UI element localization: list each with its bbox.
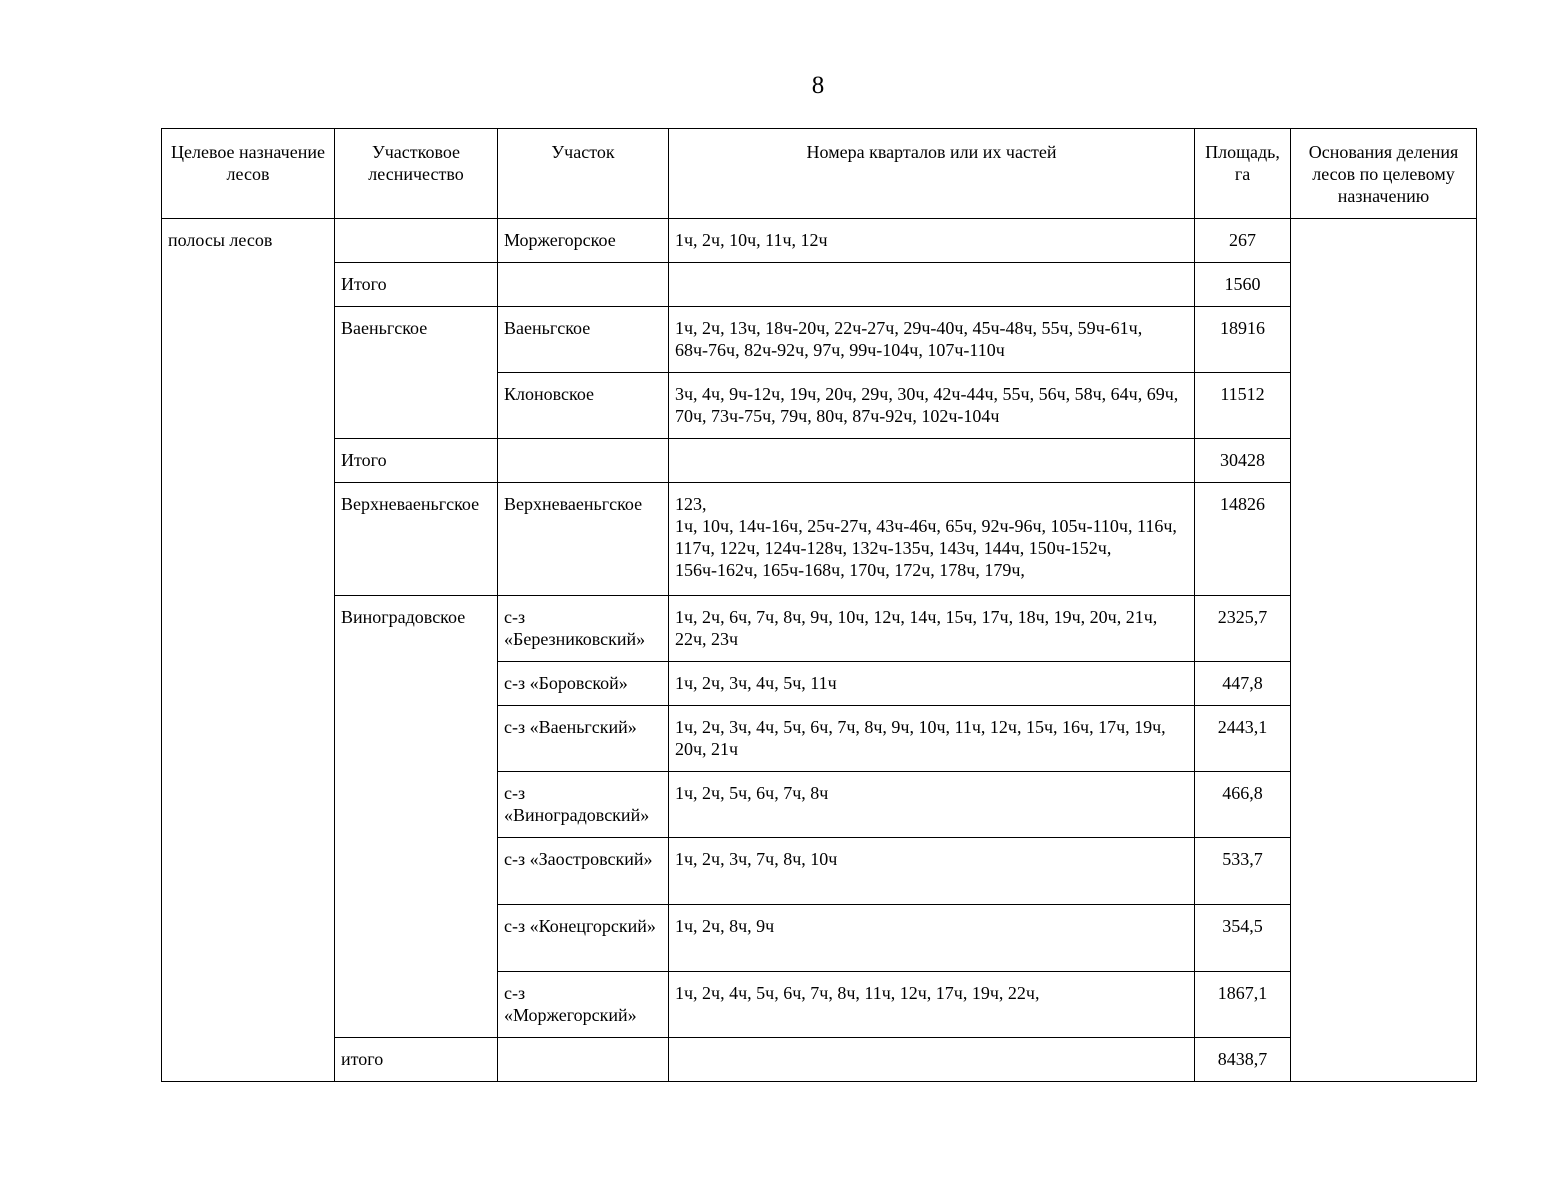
area-cell: 2325,7	[1195, 596, 1291, 662]
plot-cell: Моржегорское	[498, 219, 669, 263]
forestry-cell: Виноградовское	[335, 596, 498, 1038]
area-cell: 1867,1	[1195, 972, 1291, 1038]
forestry-cell: Итого	[335, 263, 498, 307]
plot-cell: с-з «Березниковский»	[498, 596, 669, 662]
area-cell: 466,8	[1195, 772, 1291, 838]
quarters-cell: 1ч, 2ч, 3ч, 4ч, 5ч, 6ч, 7ч, 8ч, 9ч, 10ч, 11ч, 12ч, 15ч, 16ч, 17ч, 19ч, 20ч, 21ч	[669, 706, 1195, 772]
header-plot: Участок	[498, 129, 669, 219]
quarters-cell: 1ч, 2ч, 13ч, 18ч-20ч, 22ч-27ч, 29ч-40ч, 45ч-48ч, 55ч, 59ч-61ч, 68ч-76ч, 82ч-92ч, 97ч, 99ч-104ч, 107ч-110ч	[669, 307, 1195, 373]
forestry-cell: итого	[335, 1038, 498, 1082]
quarters-cell	[669, 439, 1195, 483]
plot-cell: Ваеньгское	[498, 307, 669, 373]
table-row	[162, 1038, 1477, 1082]
plot-cell: Верхневаеньгское	[498, 483, 669, 596]
table-row	[162, 219, 1477, 263]
quarters-cell: 3ч, 4ч, 9ч-12ч, 19ч, 20ч, 29ч, 30ч, 42ч-44ч, 55ч, 56ч, 58ч, 64ч, 69ч, 70ч, 73ч-75ч, 79ч, 80ч, 87ч-92ч, 102ч-104ч	[669, 373, 1195, 439]
quarters-cell: 1ч, 2ч, 10ч, 11ч, 12ч	[669, 219, 1195, 263]
area-cell: 1560	[1195, 263, 1291, 307]
forest-division-table	[161, 128, 1477, 1082]
table-row	[162, 307, 1477, 373]
quarters-cell: 1ч, 2ч, 3ч, 7ч, 8ч, 10ч	[669, 838, 1195, 905]
plot-cell: с-з «Виноградовский»	[498, 772, 669, 838]
page-number: 8	[811, 72, 825, 99]
area-cell: 18916	[1195, 307, 1291, 373]
header-area: Площадь, га	[1195, 129, 1291, 219]
header-quarters: Номера кварталов или их частей	[669, 129, 1195, 219]
area-cell: 8438,7	[1195, 1038, 1291, 1082]
plot-cell	[498, 439, 669, 483]
quarters-cell: 1ч, 2ч, 6ч, 7ч, 8ч, 9ч, 10ч, 12ч, 14ч, 15ч, 17ч, 18ч, 19ч, 20ч, 21ч, 22ч, 23ч	[669, 596, 1195, 662]
plot-cell	[498, 1038, 669, 1082]
quarters-cell: 1ч, 2ч, 8ч, 9ч	[669, 905, 1195, 972]
area-cell: 2443,1	[1195, 706, 1291, 772]
forestry-cell: Верхневаеньгское	[335, 483, 498, 596]
area-cell: 533,7	[1195, 838, 1291, 905]
quarters-cell	[669, 1038, 1195, 1082]
plot-cell: Клоновское	[498, 373, 669, 439]
forestry-cell	[335, 219, 498, 263]
quarters-cell: 1ч, 2ч, 5ч, 6ч, 7ч, 8ч	[669, 772, 1195, 838]
table-row	[162, 596, 1477, 662]
purpose-cell: полосы лесов	[162, 219, 335, 1082]
table-row	[162, 483, 1477, 596]
table-row	[162, 439, 1477, 483]
area-cell: 14826	[1195, 483, 1291, 596]
header-purpose: Целевое назначение лесов	[162, 129, 335, 219]
header-basis: Основания деления лесов по целевому назначению	[1291, 129, 1477, 219]
plot-cell	[498, 263, 669, 307]
area-cell: 267	[1195, 219, 1291, 263]
area-cell: 30428	[1195, 439, 1291, 483]
plot-cell: с-з «Боровской»	[498, 662, 669, 706]
basis-cell	[1291, 219, 1477, 1082]
quarters-line: 1ч, 10ч, 14ч-16ч, 25ч-27ч, 43ч-46ч, 65ч, 92ч-96ч, 105ч-110ч, 116ч, 117ч, 122ч, 124ч-128ч, 132ч-135ч, 143ч, 144ч, 150ч-152ч, 156ч-162ч, 165ч-168ч, 170ч, 172ч, 178ч, 179ч,	[675, 516, 1177, 580]
quarters-cell: 1ч, 2ч, 3ч, 4ч, 5ч, 11ч	[669, 662, 1195, 706]
area-cell: 11512	[1195, 373, 1291, 439]
quarters-line: 123,	[675, 494, 707, 514]
table-row	[162, 263, 1477, 307]
area-cell: 354,5	[1195, 905, 1291, 972]
quarters-cell	[669, 483, 1195, 596]
area-cell: 447,8	[1195, 662, 1291, 706]
table-header-row	[162, 129, 1477, 219]
quarters-cell	[669, 263, 1195, 307]
plot-cell: с-з «Конецгорский»	[498, 905, 669, 972]
quarters-cell: 1ч, 2ч, 4ч, 5ч, 6ч, 7ч, 8ч, 11ч, 12ч, 17ч, 19ч, 22ч,	[669, 972, 1195, 1038]
forestry-cell: Итого	[335, 439, 498, 483]
header-forestry: Участковое лесничество	[335, 129, 498, 219]
plot-cell: с-з «Моржегорский»	[498, 972, 669, 1038]
plot-cell: с-з «Ваеньгский»	[498, 706, 669, 772]
plot-cell: с-з «Заостровский»	[498, 838, 669, 905]
forestry-cell: Ваеньгское	[335, 307, 498, 439]
